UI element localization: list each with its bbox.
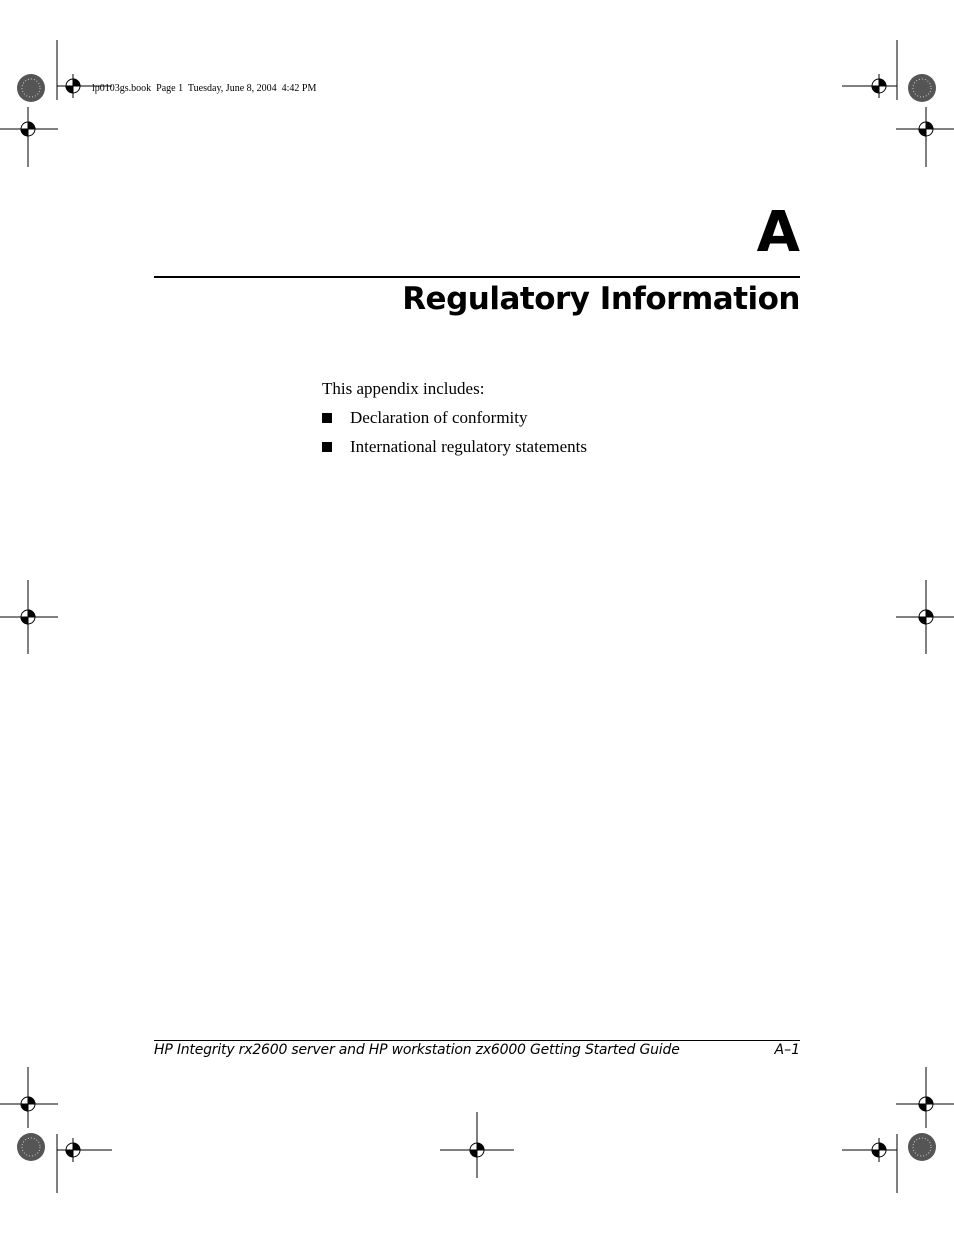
square-bullet-icon bbox=[322, 442, 332, 452]
list-item bbox=[322, 408, 587, 437]
print-slug: lp0103gs.book Page 1 Tuesday, June 8, 2004 4:42 PM bbox=[92, 83, 317, 94]
footer-title: HP Integrity rx2600 server and HP workstation zx6000 Getting Started Guide bbox=[154, 1042, 680, 1058]
chapter-letter: A bbox=[756, 200, 800, 265]
chapter-rule bbox=[154, 276, 800, 278]
page-number: A–1 bbox=[774, 1042, 800, 1058]
intro-paragraph: This appendix includes: bbox=[322, 379, 485, 398]
list-item-text: Declaration of conformity bbox=[350, 408, 528, 427]
list-item-text: International regulatory statements bbox=[350, 437, 587, 456]
bullet-list bbox=[322, 408, 587, 466]
chapter-title: Regulatory Information bbox=[402, 281, 800, 317]
list-item bbox=[322, 437, 587, 466]
footer-rule bbox=[154, 1040, 800, 1041]
square-bullet-icon bbox=[322, 413, 332, 423]
